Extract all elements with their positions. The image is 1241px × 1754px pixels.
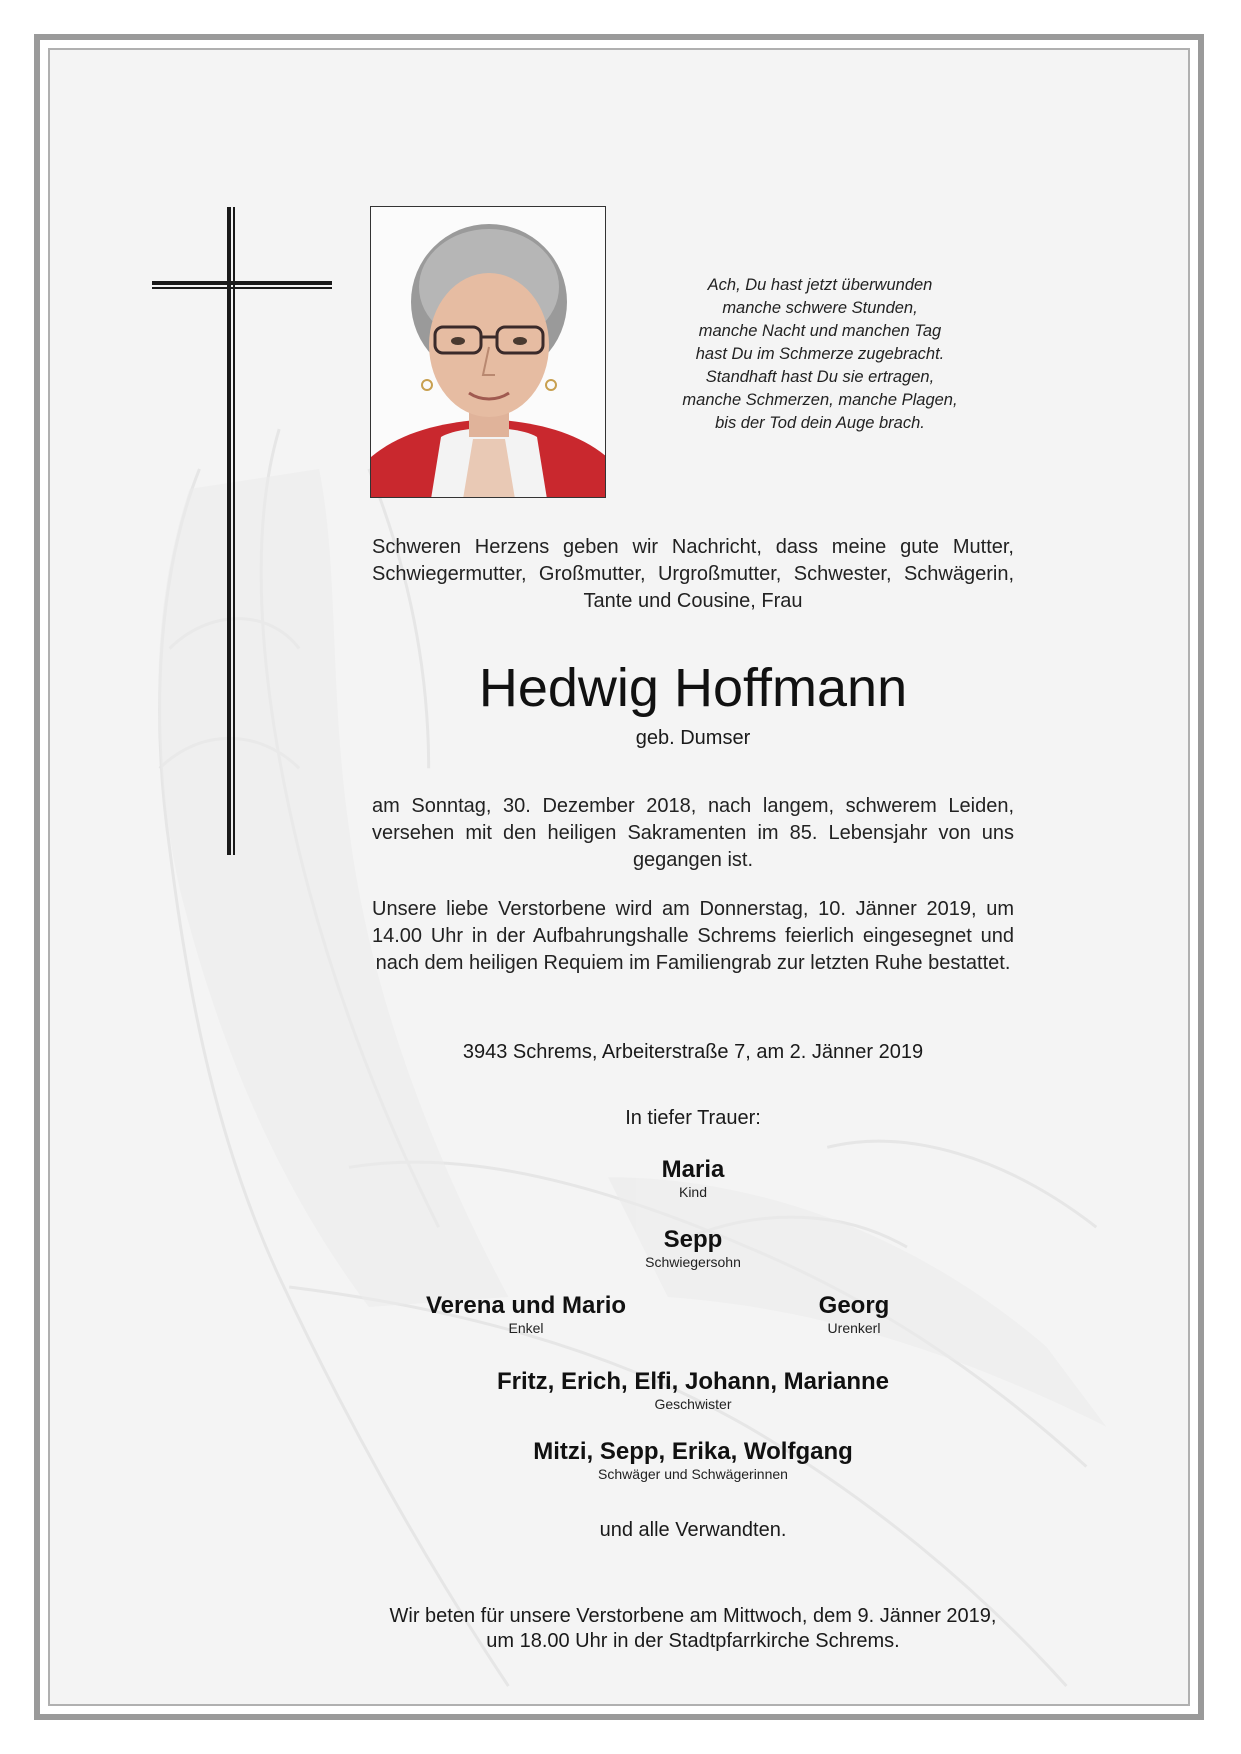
- mourner-entry: [493, 1226, 893, 1270]
- prayer-line: um 18.00 Uhr in der Stadtpfarrkirche Schrems.: [486, 1630, 900, 1652]
- mourner-relation: Schwiegersohn: [645, 1254, 741, 1270]
- portrait-photo: [370, 206, 606, 498]
- poem-line: bis der Tod dein Auge brach.: [715, 414, 925, 432]
- relatives-line: und alle Verwandten.: [599, 1519, 787, 1541]
- mourner-entry: [493, 1368, 893, 1412]
- mourner-name: Maria: [661, 1156, 725, 1183]
- place-date: 3943 Schrems, Arbeiterstraße 7, am 2. Jänner 2019: [462, 1041, 924, 1063]
- mourner-relation: Kind: [678, 1184, 708, 1200]
- intro-text: Schweren Herzens geben wir Nachricht, dass meine gute Mutter, Schwiegermutter, Großmutter, Urgroßmutter, Schwester, Schwägerin, Tante und Cousine, Frau: [372, 536, 1014, 612]
- mourner-relation: Geschwister: [654, 1396, 732, 1412]
- portrait-illustration: [371, 207, 606, 498]
- poem-line: manche Nacht und manchen Tag: [698, 322, 942, 340]
- mourner-name: Mitzi, Sepp, Erika, Wolfgang: [533, 1438, 853, 1465]
- mourner-name: Sepp: [663, 1226, 723, 1253]
- mourning-heading: In tiefer Trauer:: [625, 1107, 761, 1129]
- cross-icon: [152, 207, 332, 855]
- mourner-relation: Urenkerl: [827, 1320, 881, 1336]
- mourner-entry: [493, 1438, 893, 1482]
- poem-line: manche Schmerzen, manche Plagen,: [682, 391, 958, 409]
- poem-line: manche schwere Stunden,: [722, 299, 918, 317]
- poem: [640, 274, 1000, 435]
- mourner-name: Fritz, Erich, Elfi, Johann, Marianne: [496, 1368, 890, 1395]
- mourner-entry: [493, 1156, 893, 1200]
- mourner-relation: Enkel: [508, 1320, 544, 1336]
- poem-line: Ach, Du hast jetzt überwunden: [707, 276, 933, 294]
- mourner-name: Verena und Mario: [425, 1292, 627, 1319]
- mourner-name: Georg: [818, 1292, 890, 1319]
- poem-line: hast Du im Schmerze zugebracht.: [695, 345, 945, 363]
- deceased-name: Hedwig Hoffmann: [478, 658, 908, 718]
- maiden-name: geb. Dumser: [635, 727, 751, 749]
- mourner-relation: Schwäger und Schwägerinnen: [598, 1466, 788, 1482]
- mourner-entry: [654, 1292, 1054, 1336]
- prayer-notice: [340, 1604, 1046, 1654]
- poem-line: Standhaft hast Du sie ertragen,: [705, 368, 935, 386]
- death-text: am Sonntag, 30. Dezember 2018, nach langem, schwerem Leiden, versehen mit den heiligen Sakramenten im 85. Lebensjahr von uns gegangen ist.: [372, 795, 1014, 871]
- funeral-text: Unsere liebe Verstorbene wird am Donnerstag, 10. Jänner 2019, um 14.00 Uhr in der Aufbahrungshalle Schrems feierlich eingesegnet und nach dem heiligen Requiem im Familiengrab zur letzten Ruhe bestattet.: [372, 898, 1014, 974]
- prayer-line: Wir beten für unsere Verstorbene am Mittwoch, dem 9. Jänner 2019,: [389, 1605, 997, 1627]
